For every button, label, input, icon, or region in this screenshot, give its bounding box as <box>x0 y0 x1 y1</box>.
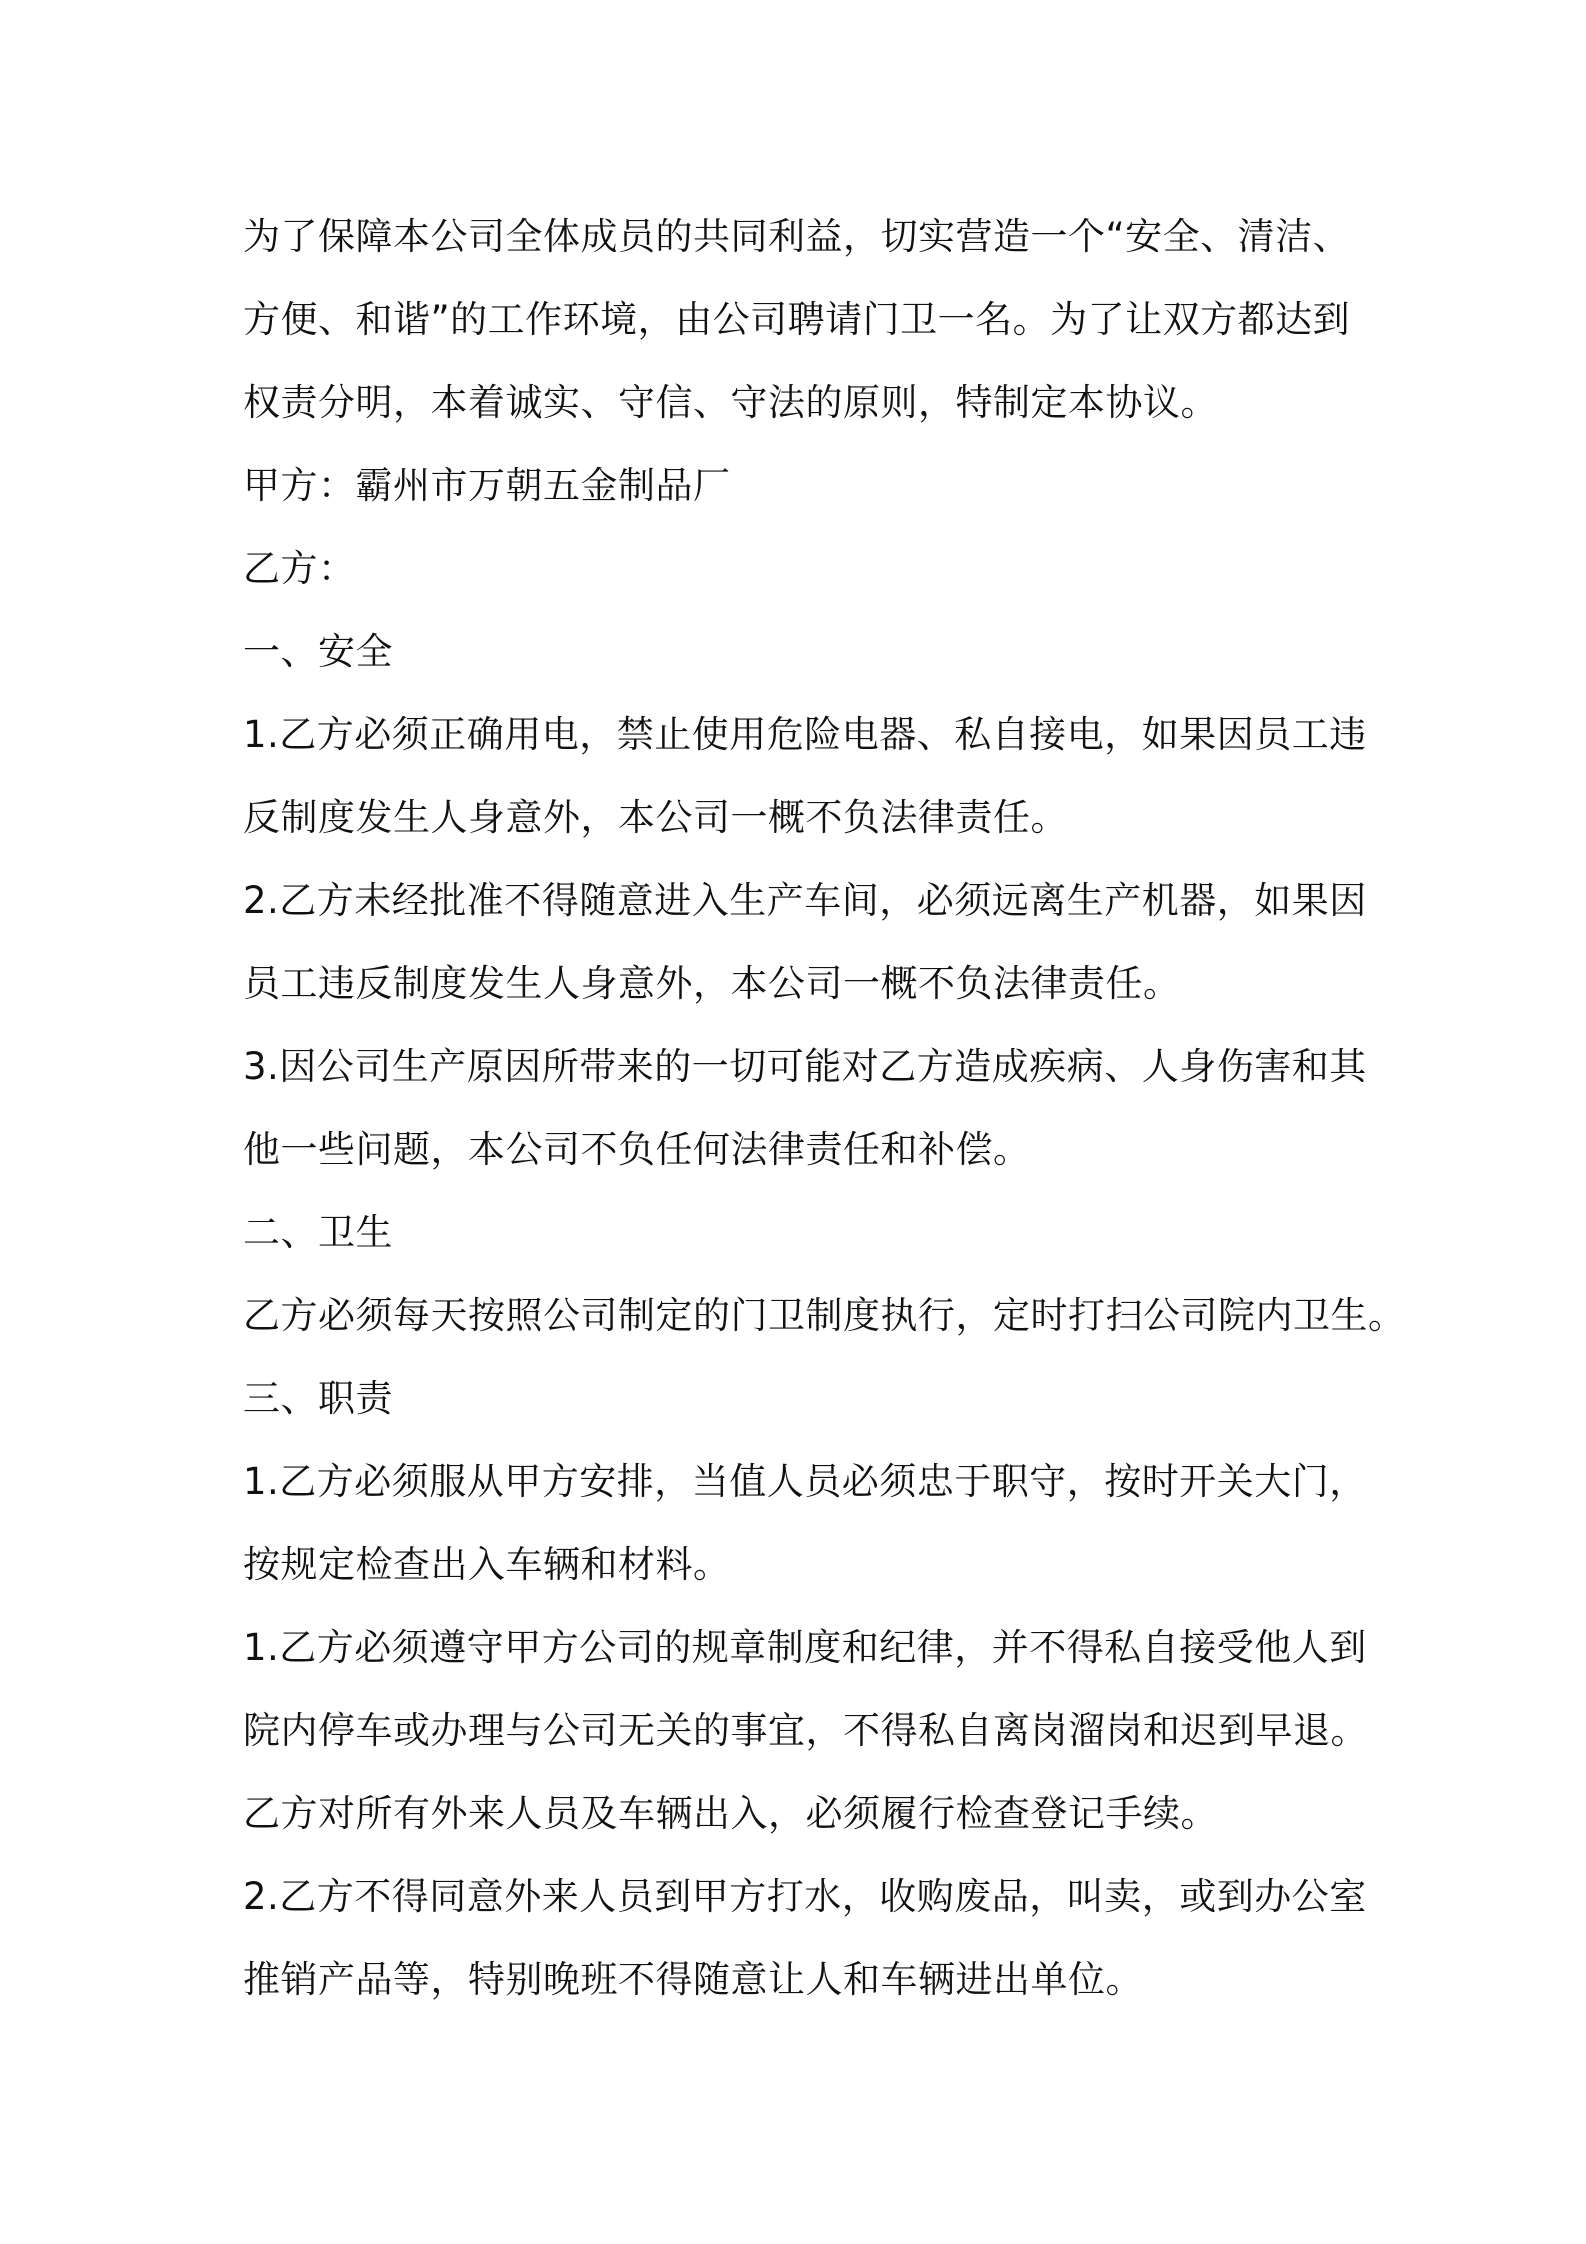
text-line: 乙方对所有外来人员及车辆出入，必须履行检查登记手续。 <box>243 1792 1218 1835</box>
text-line: 按规定检查出入车辆和材料。 <box>243 1543 731 1586</box>
text-line: 为了保障本公司全体成员的共同利益，切实营造一个“安全、清洁、 <box>243 215 1351 258</box>
section-heading-hygiene: 二、卫生 <box>243 1211 393 1254</box>
text-line: 1.乙方必须服从甲方安排，当值人员必须忠于职守，按时开关大门， <box>243 1460 1367 1503</box>
text-line: 1.乙方必须正确用电，禁止使用危险电器、私自接电，如果因员工违 <box>243 713 1367 756</box>
party-a-line: 甲方：霸州市万朝五金制品厂 <box>243 464 731 507</box>
text-line: 3.因公司生产原因所带来的一切可能对乙方造成疾病、人身伤害和其 <box>243 1045 1367 1088</box>
text-line: 1.乙方必须遵守甲方公司的规章制度和纪律，并不得私自接受他人到 <box>243 1626 1367 1669</box>
section-heading-duties: 三、职责 <box>243 1377 393 1420</box>
text-line: 权责分明，本着诚实、守信、守法的原则，特制定本协议。 <box>243 381 1218 424</box>
text-line: 乙方必须每天按照公司制定的门卫制度执行，定时打扫公司院内卫生。 <box>243 1294 1406 1337</box>
text-line: 他一些问题，本公司不负任何法律责任和补偿。 <box>243 1128 1031 1171</box>
section-heading-safety: 一、安全 <box>243 630 393 673</box>
document-body <box>243 195 1406 2021</box>
text-line: 院内停车或办理与公司无关的事宜，不得私自离岗溜岗和迟到早退。 <box>243 1709 1368 1752</box>
text-line: 2.乙方未经批准不得随意进入生产车间，必须远离生产机器，如果因 <box>243 879 1367 922</box>
text-line: 方便、和谐”的工作环境，由公司聘请门卫一名。为了让双方都达到 <box>243 298 1351 341</box>
party-b-line: 乙方： <box>243 547 356 590</box>
text-line: 推销产品等，特别晚班不得随意让人和车辆进出单位。 <box>243 1958 1143 2001</box>
text-line: 反制度发生人身意外，本公司一概不负法律责任。 <box>243 796 1068 839</box>
text-line: 2.乙方不得同意外来人员到甲方打水，收购废品，叫卖，或到办公室 <box>243 1875 1367 1918</box>
text-line: 员工违反制度发生人身意外，本公司一概不负法律责任。 <box>243 962 1181 1005</box>
